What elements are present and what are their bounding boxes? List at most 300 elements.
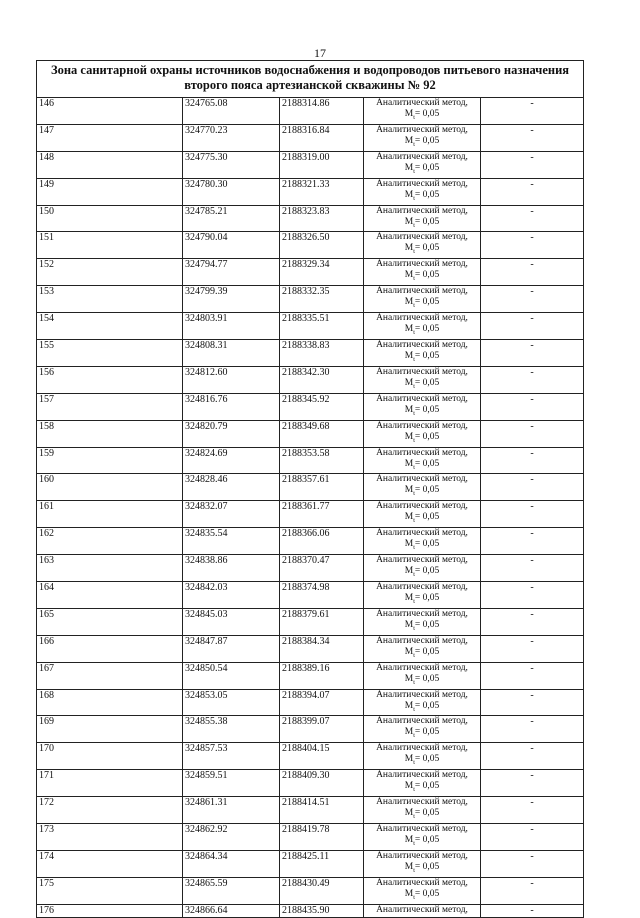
method-line-1: Аналитический метод,	[376, 501, 468, 512]
table-row	[37, 501, 584, 528]
point-number: 163	[37, 555, 183, 582]
method-accuracy-value: = 0,05	[414, 135, 440, 146]
coordinate-y: 2188319.00	[280, 151, 364, 178]
description-dash: -	[481, 474, 584, 501]
point-number: 174	[37, 850, 183, 877]
point-number: 157	[37, 393, 183, 420]
coordinate-y: 2188357.61	[280, 474, 364, 501]
description-dash: -	[481, 259, 584, 286]
table-row	[37, 689, 584, 716]
table-row	[37, 151, 584, 178]
method-accuracy-value: = 0,05	[414, 593, 440, 604]
coordinate-x: 324812.60	[183, 366, 280, 393]
method-accuracy-symbol: M	[404, 189, 414, 200]
method-accuracy-value: = 0,05	[414, 458, 440, 469]
coordinate-x: 324855.38	[183, 716, 280, 743]
description-dash: -	[481, 286, 584, 313]
coordinate-x: 324866.64	[183, 904, 280, 917]
table-row	[37, 770, 584, 797]
method-accuracy-symbol: M	[404, 324, 414, 335]
point-number: 151	[37, 232, 183, 259]
method-line-2	[364, 754, 480, 769]
method-accuracy-subscript: t	[413, 706, 415, 713]
method-line-1: Аналитический метод,	[376, 232, 468, 243]
coordinate-y: 2188366.06	[280, 528, 364, 555]
coordinate-x: 324803.91	[183, 313, 280, 340]
method-line-2	[364, 647, 480, 662]
coordinate-y: 2188326.50	[280, 232, 364, 259]
table-row	[37, 232, 584, 259]
determination-method	[364, 420, 481, 447]
table-row	[37, 98, 584, 125]
description-dash: -	[481, 635, 584, 662]
method-accuracy-symbol: M	[404, 835, 414, 846]
description-dash: -	[481, 850, 584, 877]
coordinate-y: 2188394.07	[280, 689, 364, 716]
determination-method	[364, 232, 481, 259]
coordinate-x: 324847.87	[183, 635, 280, 662]
method-accuracy-value: = 0,05	[414, 297, 440, 308]
determination-method	[364, 743, 481, 770]
coordinate-y: 2188430.49	[280, 877, 364, 904]
description-dash: -	[481, 689, 584, 716]
point-number: 147	[37, 124, 183, 151]
table-row	[37, 582, 584, 609]
determination-method	[364, 904, 481, 917]
method-accuracy-symbol: M	[404, 888, 414, 899]
coordinate-y: 2188409.30	[280, 770, 364, 797]
point-number: 158	[37, 420, 183, 447]
method-line-1: Аналитический метод,	[376, 716, 468, 727]
description-dash: -	[481, 420, 584, 447]
method-line-1: Аналитический метод,	[376, 662, 468, 673]
point-number: 160	[37, 474, 183, 501]
method-accuracy-symbol: M	[404, 619, 414, 630]
description-dash: -	[481, 743, 584, 770]
method-accuracy-value: = 0,05	[414, 673, 440, 684]
description-dash: -	[481, 232, 584, 259]
description-dash: -	[481, 366, 584, 393]
description-dash: -	[481, 151, 584, 178]
method-line-2	[364, 539, 480, 554]
method-accuracy-symbol: M	[404, 485, 414, 496]
method-accuracy-value: = 0,05	[414, 646, 440, 657]
method-accuracy-symbol: M	[404, 351, 414, 362]
method-line-1: Аналитический метод,	[376, 689, 468, 700]
method-accuracy-subscript: t	[413, 814, 415, 821]
determination-method	[364, 98, 481, 125]
determination-method	[364, 340, 481, 367]
method-line-2	[364, 701, 480, 716]
coordinate-x: 324828.46	[183, 474, 280, 501]
method-line-1: Аналитический метод,	[376, 393, 468, 404]
method-accuracy-value: = 0,05	[414, 189, 440, 200]
description-dash: -	[481, 313, 584, 340]
table-row	[37, 635, 584, 662]
method-line-1: Аналитический метод,	[376, 259, 468, 270]
method-accuracy-value: = 0,05	[414, 700, 440, 711]
method-accuracy-symbol: M	[404, 162, 414, 173]
method-accuracy-subscript: t	[413, 679, 415, 686]
coordinate-x: 324775.30	[183, 151, 280, 178]
table-row	[37, 286, 584, 313]
method-line-2	[364, 109, 480, 124]
coordinate-y: 2188329.34	[280, 259, 364, 286]
point-number: 169	[37, 716, 183, 743]
method-accuracy-subscript: t	[413, 141, 415, 148]
determination-method	[364, 555, 481, 582]
method-accuracy-symbol: M	[404, 458, 414, 469]
method-accuracy-subscript: t	[413, 437, 415, 444]
determination-method	[364, 850, 481, 877]
table-row	[37, 850, 584, 877]
coordinate-x: 324859.51	[183, 770, 280, 797]
table-row	[37, 877, 584, 904]
point-number: 146	[37, 98, 183, 125]
method-line-2	[364, 485, 480, 500]
determination-method	[364, 770, 481, 797]
coordinate-y: 2188345.92	[280, 393, 364, 420]
coordinate-y: 2188353.58	[280, 447, 364, 474]
coordinate-x: 324865.59	[183, 877, 280, 904]
coordinate-y: 2188425.11	[280, 850, 364, 877]
method-accuracy-symbol: M	[404, 808, 414, 819]
method-line-1: Аналитический метод,	[376, 528, 468, 539]
coordinate-x: 324794.77	[183, 259, 280, 286]
coordinate-y: 2188338.83	[280, 340, 364, 367]
description-dash: -	[481, 770, 584, 797]
method-accuracy-subscript: t	[413, 464, 415, 471]
method-line-1: Аналитический метод,	[376, 850, 468, 861]
coordinate-x: 324862.92	[183, 824, 280, 851]
description-dash: -	[481, 662, 584, 689]
method-line-1: Аналитический метод,	[376, 420, 468, 431]
method-line-2	[364, 566, 480, 581]
point-number: 150	[37, 205, 183, 232]
determination-method	[364, 151, 481, 178]
coordinates-table	[36, 60, 584, 918]
coordinate-y: 2188332.35	[280, 286, 364, 313]
method-accuracy-value: = 0,05	[414, 431, 440, 442]
determination-method	[364, 313, 481, 340]
method-line-2	[364, 163, 480, 178]
table-row	[37, 420, 584, 447]
coordinates-sheet	[36, 60, 583, 918]
method-accuracy-value: = 0,05	[414, 512, 440, 523]
method-line-1: Аналитический метод,	[376, 474, 468, 485]
method-line-2	[364, 351, 480, 366]
method-accuracy-subscript: t	[413, 249, 415, 256]
table-title-row	[37, 61, 584, 98]
method-accuracy-symbol: M	[404, 727, 414, 738]
table-row	[37, 313, 584, 340]
description-dash: -	[481, 904, 584, 917]
method-accuracy-symbol: M	[404, 216, 414, 227]
description-dash: -	[481, 824, 584, 851]
coordinate-x: 324820.79	[183, 420, 280, 447]
point-number: 172	[37, 797, 183, 824]
determination-method	[364, 689, 481, 716]
coordinate-x: 324845.03	[183, 608, 280, 635]
description-dash: -	[481, 555, 584, 582]
method-accuracy-subscript: t	[413, 222, 415, 229]
coordinate-y: 2188349.68	[280, 420, 364, 447]
method-line-2	[364, 190, 480, 205]
method-accuracy-value: = 0,05	[414, 485, 440, 496]
method-accuracy-subscript: t	[413, 545, 415, 552]
point-number: 171	[37, 770, 183, 797]
point-number: 153	[37, 286, 183, 313]
method-accuracy-subscript: t	[413, 491, 415, 498]
table-row	[37, 716, 584, 743]
coordinate-y: 2188379.61	[280, 608, 364, 635]
method-line-1: Аналитический метод,	[376, 555, 468, 566]
determination-method	[364, 286, 481, 313]
point-number: 159	[37, 447, 183, 474]
table-row	[37, 178, 584, 205]
method-accuracy-symbol: M	[404, 512, 414, 523]
point-number: 148	[37, 151, 183, 178]
point-number: 162	[37, 528, 183, 555]
point-number: 165	[37, 608, 183, 635]
coordinate-y: 2188389.16	[280, 662, 364, 689]
method-line-2	[364, 889, 480, 904]
method-accuracy-subscript: t	[413, 760, 415, 767]
method-accuracy-symbol: M	[404, 781, 414, 792]
determination-method	[364, 178, 481, 205]
method-accuracy-value: = 0,05	[414, 619, 440, 630]
point-number: 149	[37, 178, 183, 205]
coordinate-x: 324850.54	[183, 662, 280, 689]
method-accuracy-symbol: M	[404, 566, 414, 577]
coordinate-y: 2188370.47	[280, 555, 364, 582]
table-row	[37, 608, 584, 635]
description-dash: -	[481, 178, 584, 205]
method-line-1: Аналитический метод,	[376, 178, 468, 189]
table-row	[37, 555, 584, 582]
determination-method	[364, 474, 481, 501]
description-dash: -	[481, 877, 584, 904]
method-line-2	[364, 835, 480, 850]
coordinate-x: 324838.86	[183, 555, 280, 582]
determination-method	[364, 797, 481, 824]
method-accuracy-value: = 0,05	[414, 351, 440, 362]
coordinate-x: 324864.34	[183, 850, 280, 877]
method-accuracy-subscript: t	[413, 410, 415, 417]
method-accuracy-subscript: t	[413, 625, 415, 632]
method-accuracy-subscript: t	[413, 168, 415, 175]
coordinate-y: 2188374.98	[280, 582, 364, 609]
description-dash: -	[481, 124, 584, 151]
coordinate-x: 324808.31	[183, 340, 280, 367]
method-line-1: Аналитический метод,	[376, 608, 468, 619]
table-row	[37, 474, 584, 501]
coordinate-x: 324816.76	[183, 393, 280, 420]
coordinate-x: 324853.05	[183, 689, 280, 716]
method-line-2	[364, 405, 480, 420]
method-line-1: Аналитический метод,	[376, 824, 468, 835]
point-number: 152	[37, 259, 183, 286]
method-accuracy-value: = 0,05	[414, 324, 440, 335]
coordinate-x: 324765.08	[183, 98, 280, 125]
coordinate-y: 2188419.78	[280, 824, 364, 851]
description-dash: -	[481, 608, 584, 635]
coordinate-y: 2188342.30	[280, 366, 364, 393]
point-number: 170	[37, 743, 183, 770]
method-accuracy-subscript: t	[413, 303, 415, 310]
method-accuracy-subscript: t	[413, 840, 415, 847]
method-line-2	[364, 297, 480, 312]
method-accuracy-symbol: M	[404, 754, 414, 765]
method-line-1: Аналитический метод,	[376, 98, 468, 108]
determination-method	[364, 501, 481, 528]
determination-method	[364, 447, 481, 474]
method-accuracy-symbol: M	[404, 377, 414, 388]
method-line-1: Аналитический метод,	[376, 124, 468, 135]
table-row-last	[37, 904, 584, 917]
description-dash: -	[481, 716, 584, 743]
method-accuracy-symbol: M	[404, 673, 414, 684]
method-accuracy-value: = 0,05	[414, 888, 440, 899]
determination-method	[364, 393, 481, 420]
method-accuracy-subscript: t	[413, 598, 415, 605]
method-accuracy-value: = 0,05	[414, 539, 440, 550]
coordinate-y: 2188414.51	[280, 797, 364, 824]
method-accuracy-subscript: t	[413, 195, 415, 202]
method-accuracy-value: = 0,05	[414, 861, 440, 872]
method-accuracy-symbol: M	[404, 593, 414, 604]
method-accuracy-symbol: M	[404, 270, 414, 281]
coordinate-x: 324785.21	[183, 205, 280, 232]
table-row	[37, 528, 584, 555]
method-line-2	[364, 862, 480, 877]
point-number: 154	[37, 313, 183, 340]
coordinate-x: 324770.23	[183, 124, 280, 151]
coordinate-y: 2188316.84	[280, 124, 364, 151]
coordinate-x: 324780.30	[183, 178, 280, 205]
method-accuracy-subscript: t	[413, 867, 415, 874]
method-accuracy-symbol: M	[404, 431, 414, 442]
method-accuracy-symbol: M	[404, 135, 414, 146]
method-accuracy-value: = 0,05	[414, 754, 440, 765]
method-line-2	[364, 324, 480, 339]
method-accuracy-value: = 0,05	[414, 243, 440, 254]
determination-method	[364, 635, 481, 662]
coordinate-y: 2188314.86	[280, 98, 364, 125]
method-line-1: Аналитический метод,	[376, 877, 468, 888]
description-dash: -	[481, 98, 584, 125]
method-accuracy-value: = 0,05	[414, 216, 440, 227]
description-dash: -	[481, 582, 584, 609]
determination-method	[364, 608, 481, 635]
method-line-2	[364, 136, 480, 151]
determination-method	[364, 259, 481, 286]
determination-method	[364, 716, 481, 743]
coordinate-y: 2188384.34	[280, 635, 364, 662]
method-accuracy-subscript: t	[413, 518, 415, 525]
description-dash: -	[481, 340, 584, 367]
method-accuracy-subscript: t	[413, 733, 415, 740]
method-line-2	[364, 620, 480, 635]
method-accuracy-subscript: t	[413, 276, 415, 283]
coordinate-y: 2188361.77	[280, 501, 364, 528]
table-row	[37, 447, 584, 474]
table-row	[37, 124, 584, 151]
method-line-1: Аналитический метод,	[376, 151, 468, 162]
determination-method	[364, 124, 481, 151]
method-accuracy-symbol: M	[404, 539, 414, 550]
method-accuracy-symbol: M	[404, 646, 414, 657]
description-dash: -	[481, 393, 584, 420]
method-line-2	[364, 781, 480, 796]
table-row	[37, 824, 584, 851]
method-line-1: Аналитический метод,	[376, 313, 468, 324]
method-accuracy-subscript: t	[413, 114, 415, 121]
point-number: 175	[37, 877, 183, 904]
coordinate-y: 2188335.51	[280, 313, 364, 340]
determination-method	[364, 528, 481, 555]
method-line-1: Аналитический метод,	[376, 447, 468, 458]
coordinate-x: 324824.69	[183, 447, 280, 474]
point-number: 167	[37, 662, 183, 689]
description-dash: -	[481, 797, 584, 824]
coordinate-x: 324835.54	[183, 528, 280, 555]
method-line-2	[364, 432, 480, 447]
method-accuracy-value: = 0,05	[414, 808, 440, 819]
method-accuracy-symbol: M	[404, 243, 414, 254]
coordinate-y: 2188321.33	[280, 178, 364, 205]
method-line-2	[364, 727, 480, 742]
method-line-1: Аналитический метод,	[376, 743, 468, 754]
table-row	[37, 743, 584, 770]
table-row	[37, 797, 584, 824]
method-line-1: Аналитический метод,	[376, 582, 468, 593]
table-title-line-1: Зона санитарной охраны источников водоснабжения и водопроводов питьевого назначения	[50, 63, 570, 77]
determination-method	[364, 366, 481, 393]
table-row	[37, 662, 584, 689]
method-accuracy-value: = 0,05	[414, 109, 440, 119]
determination-method	[364, 662, 481, 689]
coordinate-y: 2188323.83	[280, 205, 364, 232]
method-line-2	[364, 459, 480, 474]
method-line-1: Аналитический метод,	[376, 797, 468, 808]
method-line-2	[364, 378, 480, 393]
method-line-1: Аналитический метод,	[376, 635, 468, 646]
determination-method	[364, 205, 481, 232]
page-number: 17	[314, 46, 326, 60]
point-number: 164	[37, 582, 183, 609]
description-dash: -	[481, 447, 584, 474]
method-line-1: Аналитический метод,	[376, 770, 468, 781]
method-accuracy-value: = 0,05	[414, 162, 440, 173]
determination-method	[364, 582, 481, 609]
method-accuracy-value: = 0,05	[414, 404, 440, 415]
method-line-1: Аналитический метод,	[376, 904, 468, 915]
table-row	[37, 259, 584, 286]
coordinate-x: 324832.07	[183, 501, 280, 528]
method-line-2	[364, 217, 480, 232]
method-accuracy-symbol: M	[404, 700, 414, 711]
point-number: 156	[37, 366, 183, 393]
method-accuracy-value: = 0,05	[414, 727, 440, 738]
method-accuracy-subscript: t	[413, 652, 415, 659]
method-accuracy-symbol: M	[404, 109, 414, 119]
determination-method	[364, 824, 481, 851]
point-number: 173	[37, 824, 183, 851]
coordinate-x: 324790.04	[183, 232, 280, 259]
method-accuracy-subscript: t	[413, 383, 415, 390]
method-line-1: Аналитический метод,	[376, 340, 468, 351]
